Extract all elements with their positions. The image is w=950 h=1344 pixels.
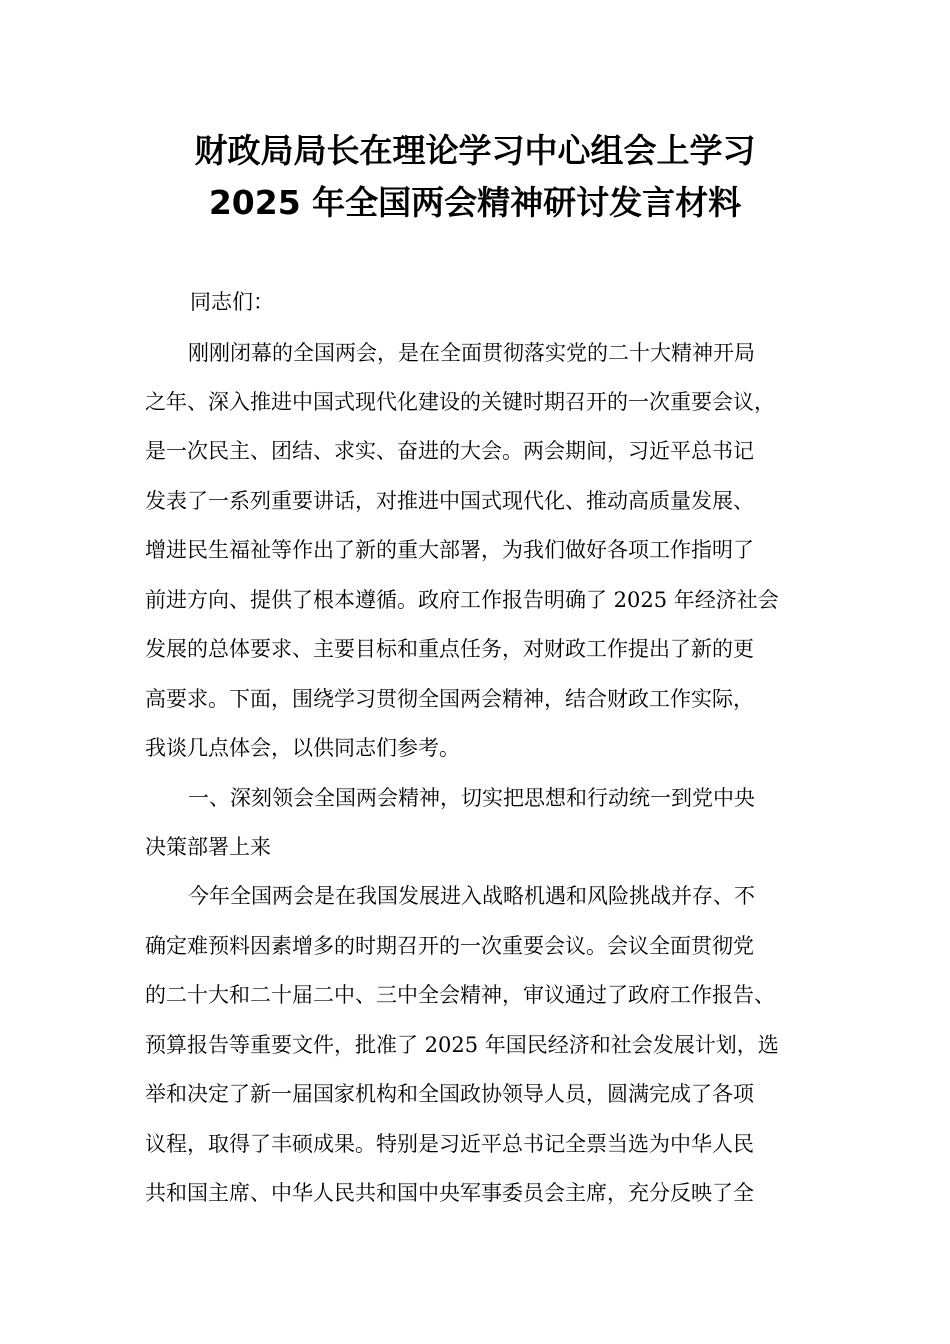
paragraph-line: 我谈几点体会，以供同志们参考。: [145, 736, 460, 760]
paragraph-line: 是一次民主、团结、求实、奋进的大会。两会期间，习近平总书记: [145, 439, 754, 463]
document-title-line-2: 2025 年全国两会精神研讨发言材料: [208, 183, 742, 222]
paragraph-line: 的二十大和二十届二中、三中全会精神，审议通过了政府工作报告、: [145, 983, 775, 1007]
salutation: 同志们：: [190, 290, 274, 314]
paragraph-line: 刚刚闭幕的全国两会，是在全面贯彻落实党的二十大精神开局: [188, 341, 755, 365]
document-title-line-1: 财政局局长在理论学习中心组会上学习: [194, 131, 756, 170]
paragraph-line: 发表了一系列重要讲话，对推进中国式现代化、推动高质量发展、: [145, 489, 754, 513]
paragraph-line: 增进民生福祉等作出了新的重大部署，为我们做好各项工作指明了: [145, 538, 754, 562]
paragraph-line: 确定难预料因素增多的时期召开的一次重要会议。会议全面贯彻党: [145, 934, 754, 958]
paragraph-line: 今年全国两会是在我国发展进入战略机遇和风险挑战并存、不: [188, 884, 755, 908]
paragraph-line: 议程，取得了丰硕成果。特别是习近平总书记全票当选为中华人民: [145, 1132, 754, 1156]
section-heading-line: 决策部署上来: [145, 835, 271, 859]
paragraph-line: 高要求。下面，围绕学习贯彻全国两会精神，结合财政工作实际，: [145, 687, 754, 711]
section-heading-line: 一、深刻领会全国两会精神，切实把思想和行动统一到党中央: [188, 786, 755, 810]
paragraph-line: 共和国主席、中华人民共和国中央军事委员会主席，充分反映了全: [145, 1181, 754, 1205]
paragraph-line: 发展的总体要求、主要目标和重点任务，对财政工作提出了新的更: [145, 637, 754, 661]
paragraph-line: 举和决定了新一届国家机构和全国政协领导人员，圆满完成了各项: [145, 1082, 754, 1106]
paragraph-line: 之年、深入推进中国式现代化建设的关键时期召开的一次重要会议，: [145, 390, 775, 414]
paragraph-line: 前进方向、提供了根本遵循。政府工作报告明确了 2025 年经济社会: [145, 588, 779, 612]
paragraph-line: 预算报告等重要文件，批准了 2025 年国民经济和社会发展计划，选: [145, 1033, 779, 1057]
